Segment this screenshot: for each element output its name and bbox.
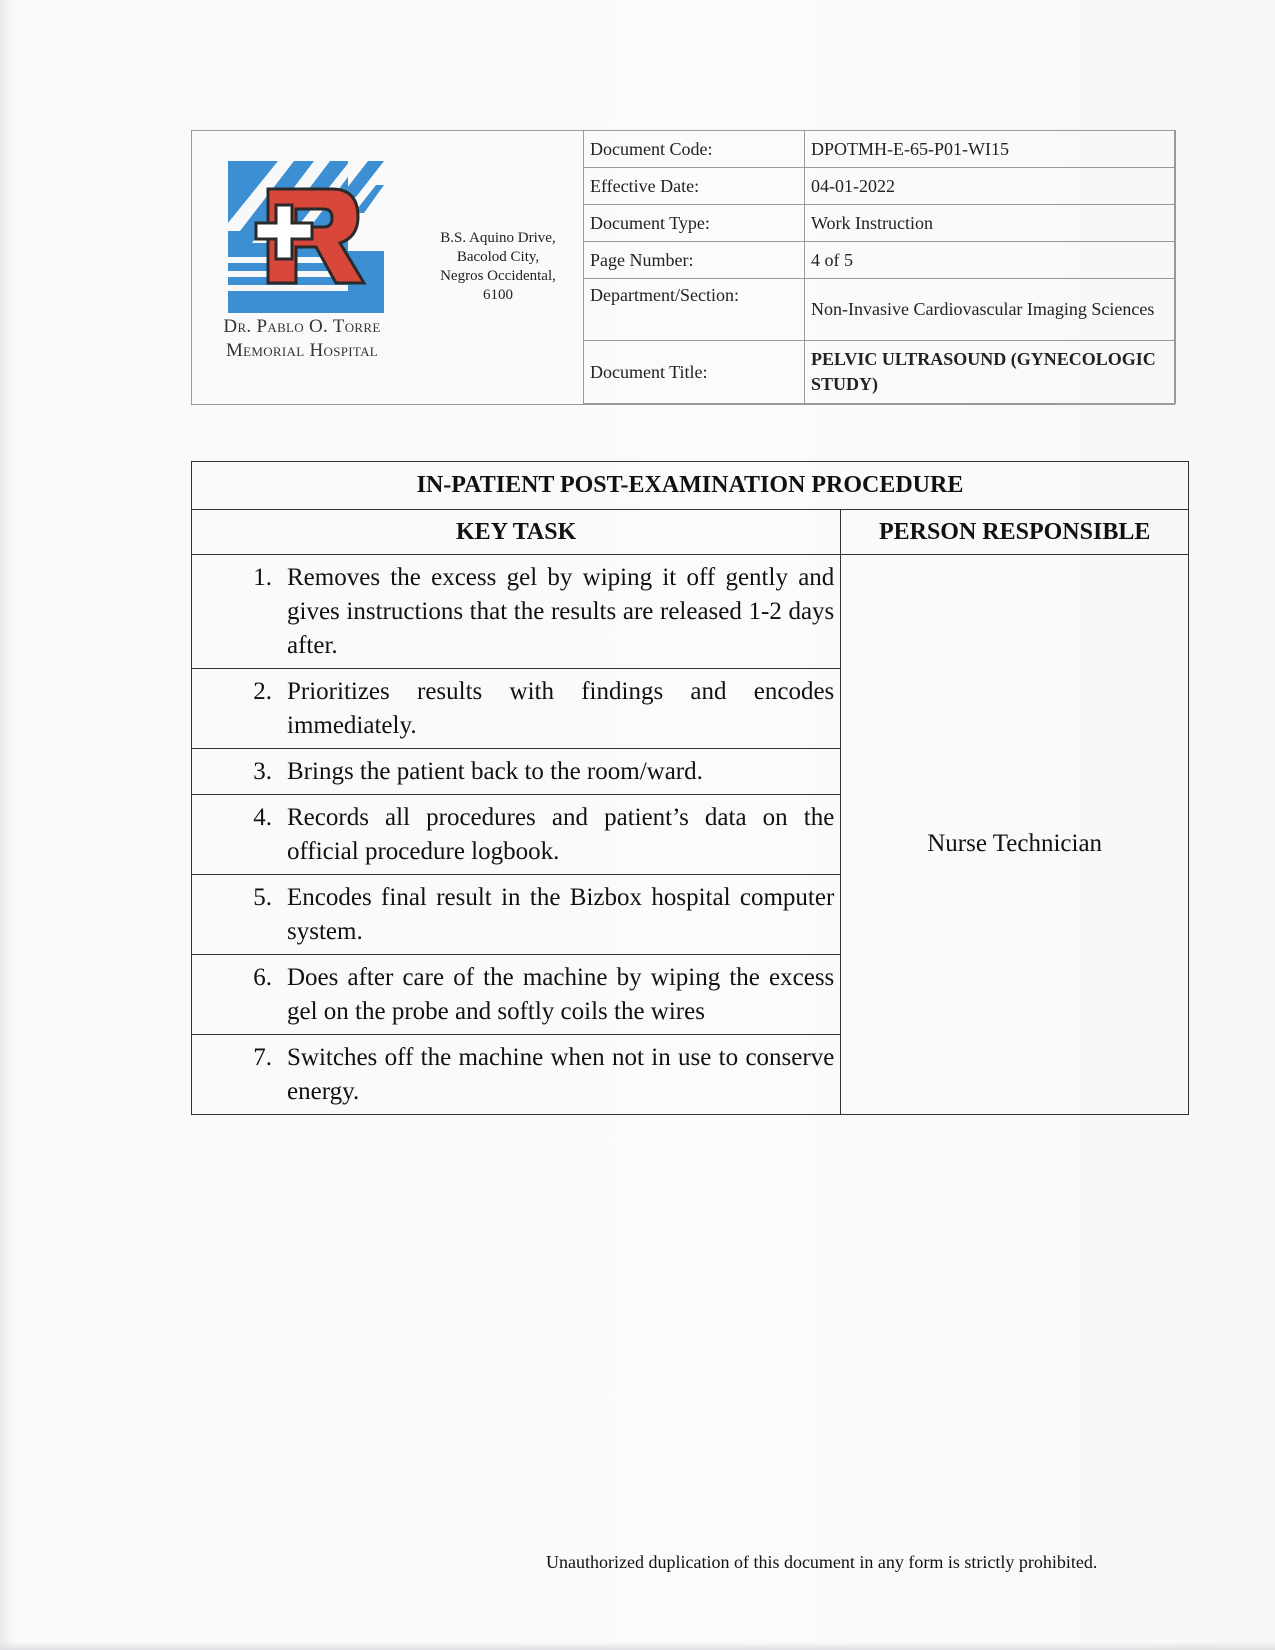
- info-label: Department/Section:: [584, 279, 805, 341]
- info-row-page-number: [584, 242, 1176, 279]
- info-row-document-title: [584, 341, 1176, 404]
- task-number: 3.: [253, 758, 272, 785]
- task-number: 6.: [253, 964, 272, 991]
- document-title: PELVIC ULTRASOUND (GYNECOLOGIC STUDY): [805, 341, 1176, 404]
- info-value: 04-01-2022: [805, 168, 1176, 205]
- person-responsible: Nurse Technician: [841, 555, 1189, 1115]
- column-header-key-task: KEY TASK: [192, 510, 841, 555]
- hospital-name: [192, 315, 412, 363]
- procedure-title-row: [192, 462, 1189, 510]
- info-label: Effective Date:: [584, 168, 805, 205]
- info-row-department: [584, 279, 1176, 341]
- task-number: 7.: [253, 1044, 272, 1071]
- task-number: 1.: [253, 564, 272, 591]
- scan-edge: [0, 1642, 1275, 1650]
- task-cell: [192, 875, 841, 955]
- task-cell: [192, 555, 841, 669]
- logo-cell: [192, 131, 412, 404]
- task-text: Prioritizes results with findings and encodes immediately.: [287, 678, 835, 739]
- info-value: DPOTMH-E-65-P01-WI15: [805, 131, 1176, 168]
- document-info-table: [583, 130, 1176, 404]
- task-cell: [192, 955, 841, 1035]
- task-cell: [192, 749, 841, 795]
- hospital-r-cross-logo-icon: [228, 161, 384, 313]
- task-cell: [192, 795, 841, 875]
- info-label: Document Title:: [584, 341, 805, 404]
- task-number: 5.: [253, 884, 272, 911]
- address-line: B.S. Aquino Drive,: [440, 230, 556, 246]
- hospital-name-line1: Dr. Pablo O. Torre: [223, 316, 381, 337]
- task-text: Switches off the machine when not in use to conserve energy.: [287, 1044, 835, 1105]
- info-label: Document Type:: [584, 205, 805, 242]
- footer-notice: Unauthorized duplication of this document in any form is strictly prohibited.: [546, 1552, 1098, 1572]
- task-text: Encodes final result in the Bizbox hospital computer system.: [287, 884, 835, 945]
- document-header: [191, 130, 1175, 405]
- hospital-address: [414, 229, 582, 305]
- task-number: 4.: [253, 804, 272, 831]
- info-label: Document Code:: [584, 131, 805, 168]
- info-row-document-type: [584, 205, 1176, 242]
- hospital-name-line2: Memorial Hospital: [225, 340, 379, 361]
- task-cell: [192, 1035, 841, 1115]
- info-value: 4 of 5: [805, 242, 1176, 279]
- task-cell: [192, 669, 841, 749]
- task-text: Does after care of the machine by wiping the excess gel on the probe and softly coils the wires: [287, 964, 835, 1025]
- column-header-person-responsible: PERSON RESPONSIBLE: [841, 510, 1189, 555]
- address-line: Negros Occidental,: [440, 268, 556, 284]
- procedure-table: [191, 461, 1189, 1115]
- info-row-effective-date: [584, 168, 1176, 205]
- task-number: 2.: [253, 678, 272, 705]
- procedure-title: IN-PATIENT POST-EXAMINATION PROCEDURE: [192, 462, 1189, 510]
- column-header-row: [192, 510, 1189, 555]
- info-value: Work Instruction: [805, 205, 1176, 242]
- task-text: Brings the patient back to the room/ward.: [287, 758, 703, 785]
- info-label: Page Number:: [584, 242, 805, 279]
- address-line: 6100: [483, 287, 513, 303]
- address-line: Bacolod City,: [456, 249, 540, 265]
- task-row: [192, 555, 1189, 669]
- task-text: Records all procedures and patient’s data on the official procedure logbook.: [287, 804, 835, 865]
- info-row-document-code: [584, 131, 1176, 168]
- task-text: Removes the excess gel by wiping it off gently and gives instructions that the results are released 1-2 days after.: [287, 564, 835, 659]
- info-value: Non-Invasive Cardiovascular Imaging Sciences: [805, 279, 1176, 341]
